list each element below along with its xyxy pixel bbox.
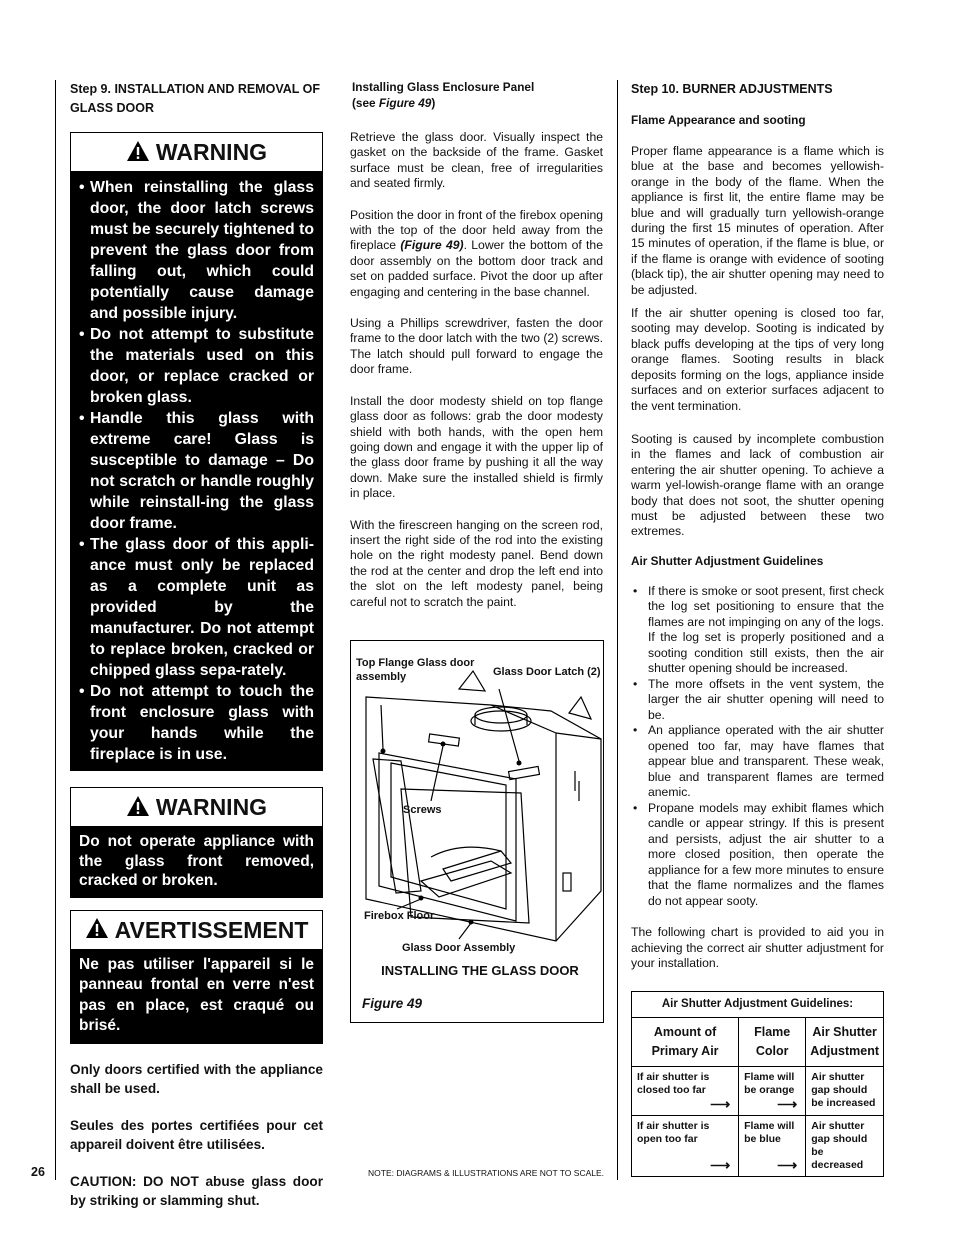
para-position-door	[350, 208, 603, 300]
arrow-right-icon: ⟶	[777, 1157, 798, 1174]
step9-title: Step 9. INSTALLATION AND REMOVAL OF GLASS DOOR	[70, 82, 320, 115]
warning-item: • When reinstalling the glass door, the door latch screws must be securely tightened to prevent the glass door from falling out, which could potentially cause damage and possible injury.	[79, 177, 314, 324]
table-header: Amount of Primary Air	[632, 1018, 739, 1067]
warning-triangle-icon	[126, 135, 150, 173]
table-cell	[632, 1116, 739, 1177]
warning-item: • The glass door of this appli-ance must only be replaced as a complete unit as provided by the manufacturer. Do not attempt to replace broken, cracked or chipped glass sepa-rately.	[79, 534, 314, 681]
table-cell	[806, 1116, 884, 1177]
figure-number: Figure 49	[362, 996, 423, 1011]
heading-line1: Installing Glass Enclosure Panel	[352, 80, 535, 94]
list-item: • If there is smoke or soot present, first check the log set positioning to ensure that the flames are not impinging on any of the logs. If the log set is properly positioned and a sooting condition still exists, then the air shutter opening should be increased.	[631, 584, 884, 677]
warning-title-3: AVERTISSEMENT	[114, 916, 309, 943]
warning-item: • Handle this glass with extreme care! Glass is susceptible to damage – Do not scratch or handle roughly while reinstall-ing the glass door frame.	[79, 408, 314, 534]
column-right	[631, 80, 884, 1177]
warning-box-3	[70, 910, 323, 1044]
para-firescreen: With the firescreen hanging on the screen rod, insert the right side of the rod into the existing hole on the right modesty panel. Bend down the rod at the center and drop the left end into the slot on the left modesty panel, being careful not to scratch the paint.	[350, 517, 603, 609]
cell-text: Flame will be blue	[744, 1120, 795, 1146]
note-certified-doors-fr: Seules des portes certifiées pour cet appareil doivent être utilisées.	[70, 1117, 323, 1152]
fig-label-firebox-floor: Firebox Floor	[364, 910, 435, 922]
para-modesty-shield: Install the door modesty shield on top flange glass door as follows: grab the door modesty shield with both hands, with the open hem going down and engage it with the upper lip of the glass door frame by pushing it all the way down. Make sure the installed shield is firmly in place.	[350, 393, 603, 501]
para-position-a: Position the door in front of the firebox opening with the top of the door held away from the fireplace	[350, 207, 603, 253]
step10-title: Step 10. BURNER ADJUSTMENTS	[631, 82, 833, 96]
column-left	[70, 80, 323, 1211]
para-sooting-cause: Sooting is caused by incomplete combustion in the flames and lack of combustion air entering the air shutter opening. To achieve a warm yel-lowish-orange flame with an orange body that does not soot, the shutter opening must be adjusted between these two extremes.	[631, 431, 884, 539]
warning-header-1	[71, 133, 322, 172]
cell-text: Flame will be orange	[744, 1071, 795, 1097]
warning-header-2	[71, 788, 322, 827]
arrow-right-icon: ⟶	[710, 1157, 731, 1174]
warning-box-1	[70, 132, 323, 771]
para-proper-flame: Proper flame appearance is a flame which is blue at the base and becomes yellowish-orange in the body of the flame. When the appliance is first lit, the entire flame may be blue and will gradually turn yellowish-orange during the first 15 minutes of operation. After 15 minutes of operation, if the flame is blue, or if the flame is orange with evidence of sooting (black tip), the air shutter opening may need to be adjusted.	[631, 144, 884, 297]
heading-prefix: (see	[352, 95, 379, 110]
air-shutter-heading: Air Shutter Adjustment Guidelines	[631, 553, 824, 568]
warning-item: • Do not attempt to touch the front enclosure glass with your hands while the fireplace is in use.	[79, 681, 314, 765]
cell-text: If air shutter is closed too far	[637, 1071, 710, 1097]
heading-figure-ref: Figure 49	[378, 95, 432, 110]
table-cell	[739, 1067, 806, 1116]
list-item: • The more offsets in the vent system, the larger the air shutter opening will need to be.	[631, 677, 884, 724]
para-position-b: . Lower the bottom of the door assembly on the bottom door track and set on padded surface. Pivot the door up after engaging and centering in the base channel.	[350, 238, 603, 299]
para-sooting-develop: If the air shutter opening is closed too far, sooting may develop. Sooting is indicated by black puffs developing at the tips of very long orange flames. Sooting results in black deposits forming on the logs, appliance inside surfaces and on exterior surfaces adjacent to the vent termination.	[631, 306, 884, 413]
fig-label-screws: Screws	[403, 804, 442, 816]
para-retrieve-door: Retrieve the glass door. Visually inspect the gasket on the backside of the frame. Gasket surface must be clean, free of irregularities and seated firmly.	[350, 130, 603, 191]
column-divider-right	[617, 80, 618, 1180]
left-margin-rule	[55, 80, 56, 1180]
table-row	[632, 1116, 884, 1177]
warning-body-1	[71, 172, 322, 771]
para-fasten-frame: Using a Phillips screwdriver, fasten the door frame to the door latch with the two (2) screws. The latch should pull forward to engage the door frame.	[350, 316, 603, 377]
warning-triangle-icon	[85, 912, 109, 950]
warning-body-3: Ne pas utiliser l'appareil si le panneau frontal en verre n'est pas en place, est craqué ou brisé.	[71, 950, 322, 1043]
heading-suffix: )	[431, 95, 436, 110]
air-shutter-table	[631, 991, 884, 1177]
fig-label-top-flange: Top Flange Glass door assembly	[356, 657, 475, 683]
table-title: Air Shutter Adjustment Guidelines:	[632, 992, 884, 1018]
cell-text: If air shutter is open too far	[637, 1120, 710, 1146]
table-row	[632, 1067, 884, 1116]
caution-text: abuse glass door by striking or slamming shut.	[70, 1173, 323, 1208]
warning-header-3	[71, 911, 322, 950]
warning-body-2: Do not operate appliance with the glass front removed, cracked or broken.	[71, 827, 322, 897]
list-item: • An appliance operated with the air shutter opened too far, may have flames that appear blue and transparent. These weak, blue and transparent flames are termed anemic.	[631, 723, 884, 801]
arrow-right-icon: ⟶	[710, 1096, 731, 1113]
figure-49-box	[350, 640, 604, 1023]
note-certified-doors: Only doors certified with the appliance shall be used.	[70, 1061, 323, 1096]
air-shutter-bullets	[631, 584, 884, 910]
warning-triangle-icon	[126, 790, 150, 828]
warning-title-2: WARNING	[155, 794, 268, 820]
caution-note	[70, 1172, 323, 1211]
warning-title-1: WARNING	[155, 139, 268, 165]
footer-note: NOTE: DIAGRAMS & ILLUSTRATIONS ARE NOT TO SCALE.	[368, 1168, 605, 1178]
table-cell	[632, 1067, 739, 1116]
fig-label-glass-door-assembly: Glass Door Assembly	[402, 942, 516, 954]
warning-box-2	[70, 787, 323, 898]
para-chart-intro: The following chart is provided to aid you in achieving the correct air shutter adjustment for your installation.	[631, 925, 884, 971]
arrow-right-icon: ⟶	[777, 1096, 798, 1113]
flame-appearance-heading: Flame Appearance and sooting	[631, 113, 806, 127]
list-item: • Propane models may exhibit flames which candle or appear stringy. If this is present and persists, adjust the air shutter to a more closed position, then operate the appliance for a few more minutes to ensure that the flame normalizes and the flames do not appear sooty.	[631, 801, 884, 910]
glass-panel-heading	[350, 80, 603, 111]
fig-label-latch: Glass Door Latch (2)	[493, 666, 601, 678]
table-header: Flame Color	[739, 1018, 806, 1067]
page-number: 26	[31, 1165, 45, 1179]
figure-caption: INSTALLING THE GLASS DOOR	[381, 963, 579, 978]
table-header: Air Shutter Adjustment	[806, 1018, 884, 1067]
warning-item: • Do not attempt to substitute the materials used on this door, or replace cracked or broken glass.	[79, 324, 314, 408]
cell-text: Air shutter gap should be increased	[811, 1071, 876, 1110]
table-cell	[806, 1067, 884, 1116]
caution-label: CAUTION: DO NOT	[70, 1173, 199, 1189]
cell-text: Air shutter gap should be decreased	[811, 1120, 868, 1172]
table-cell	[739, 1116, 806, 1177]
para-position-figref: (Figure 49)	[400, 238, 464, 253]
column-middle	[350, 80, 603, 610]
